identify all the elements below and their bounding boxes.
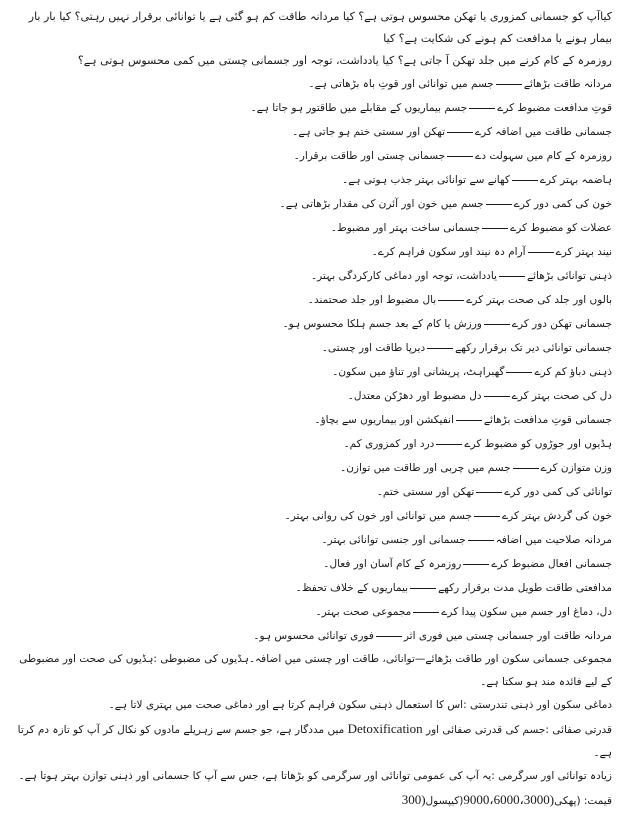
benefit-title: جسمانی توانائی دیر تک برقرار رکھے <box>455 342 612 354</box>
benefit-item <box>8 528 612 552</box>
benefit-detail: درد اور کمزوری کم۔ <box>343 438 435 450</box>
dash-separator <box>427 348 453 349</box>
benefit-item <box>8 168 612 192</box>
dash-separator <box>482 228 508 229</box>
dash-separator <box>512 180 538 181</box>
dash-separator <box>506 372 532 373</box>
benefit-detail: جسم بیماریوں کے مقابلے میں طاقتور ہو جاتا ہے۔ <box>250 102 468 114</box>
benefit-title: ذہنی توانائی بڑھائے <box>526 270 612 282</box>
benefit-item <box>8 288 612 312</box>
benefit-detail: جسمانی اور جنسی توانائی بہتر۔ <box>321 534 466 546</box>
detox-text-after: میں مددگار ہے، جو جسم سے زہریلے مادوں کو نکال کر آپ کو تازہ دم کرتا ہے۔ <box>17 724 612 759</box>
benefit-item <box>8 336 612 360</box>
dash-separator <box>438 300 464 301</box>
benefit-detail: فوری توانائی محسوس ہو۔ <box>253 630 374 642</box>
capsule-price: 300) <box>401 792 426 807</box>
benefit-title: جسمانی طاقت میں اضافہ کرے <box>475 126 612 138</box>
dash-separator <box>496 84 522 85</box>
benefit-detail: گھبراہٹ، پریشانی اور تناؤ میں سکون۔ <box>332 366 505 378</box>
benefit-title: بالوں اور جلد کی صحت بہتر کرے <box>466 294 612 306</box>
dash-separator <box>484 396 510 397</box>
benefit-item <box>8 264 612 288</box>
benefit-item <box>8 216 612 240</box>
benefit-item <box>8 480 612 504</box>
benefit-item <box>8 360 612 384</box>
dash-separator <box>456 420 482 421</box>
benefit-item <box>8 96 612 120</box>
dash-separator <box>410 588 436 589</box>
benefit-item <box>8 312 612 336</box>
benefit-item <box>8 192 612 216</box>
benefit-item <box>8 144 612 168</box>
dash-separator <box>376 636 402 637</box>
benefit-detail: روزمرہ کے کام آسان اور فعال۔ <box>323 558 462 570</box>
benefit-title: روزمرہ کے کام میں سہولت دے <box>475 150 612 162</box>
dash-separator <box>468 540 494 541</box>
benefit-detail: تھکن اور سستی ختم۔ <box>376 486 475 498</box>
benefit-item <box>8 432 612 456</box>
sachet-prices: 9000،6000،3000) <box>463 792 555 807</box>
dash-separator <box>513 468 539 469</box>
benefit-title: مردانہ طاقت اور جسمانی چستی میں فوری اثر <box>403 630 612 642</box>
dash-separator <box>469 108 495 109</box>
dash-separator <box>499 276 525 277</box>
benefit-detail: دیرپا طاقت اور چستی۔ <box>321 342 426 354</box>
capsule-label: (کیپسول <box>425 795 464 807</box>
benefit-item <box>8 456 612 480</box>
price-line <box>8 788 612 813</box>
benefit-title: مردانہ صلاحیت میں اضافہ <box>495 534 612 546</box>
extra-benefit-line <box>8 717 612 765</box>
benefit-item <box>8 576 612 600</box>
benefit-item <box>8 72 612 96</box>
benefit-item <box>8 240 612 264</box>
benefit-title: جسمانی تھکن دور کرے <box>511 318 612 330</box>
benefit-item <box>8 408 612 432</box>
intro-line: روزمرہ کے کام کرنے میں جلد تھکن آ جاتی ہے؟ کیا یادداشت، توجہ اور جسمانی چستی میں کمی محسوس ہوتی ہے؟ <box>77 54 612 67</box>
benefit-detail: بال مضبوط اور جلد صحتمند۔ <box>307 294 437 306</box>
benefit-item <box>8 384 612 408</box>
dash-separator <box>463 564 489 565</box>
benefit-detail: جسم میں خون اور آئرن کی مقدار بڑھاتی ہے۔ <box>279 198 484 210</box>
intro-paragraph <box>8 6 612 72</box>
dash-separator <box>436 444 462 445</box>
benefit-detail: جسم میں چربی اور طاقت میں توازن۔ <box>340 462 511 474</box>
benefit-title: خون کی گردش بہتر کرے <box>502 510 612 522</box>
benefit-item <box>8 624 612 648</box>
benefit-title: جسمانی قوتِ مدافعت بڑھائے <box>483 414 612 426</box>
benefit-detail: مجموعی صحت بہتر۔ <box>315 606 412 618</box>
dash-separator <box>474 516 500 517</box>
dash-separator <box>447 132 473 133</box>
benefit-detail: آرام دہ نیند اور سکون فراہم کرے۔ <box>371 246 526 258</box>
benefit-title: ہڈیوں اور جوڑوں کو مضبوط کرے <box>464 438 612 450</box>
benefit-title: مردانہ طاقت بڑھائے <box>523 78 612 90</box>
benefit-title: عضلات کو مضبوط کرے <box>510 222 612 234</box>
extra-benefit-line: زیادہ توانائی اور سرگرمی :یہ آپ کی عمومی توانائی اور سرگرمی کو بڑھاتا ہے، جس سے آپ کا جسمانی اور ذہنی توازن بہتر ہوتا ہے۔ <box>18 770 612 782</box>
price-label: قیمت: <box>583 795 612 807</box>
detox-text-before: قدرتی صفائی :جسم کی قدرتی صفائی اور <box>426 724 612 736</box>
benefit-detail: ورزش یا کام کے بعد جسم ہلکا محسوس ہو۔ <box>282 318 482 330</box>
benefit-detail: جسم میں توانائی اور خون کی روانی بہتر۔ <box>284 510 472 522</box>
extra-benefit-line: مجموعی جسمانی سکون اور طاقت بڑھائے—توانائی، طاقت اور چستی میں اضافہ۔ہڈیوں کی مضبوطی :ہڈیوں کی صحت اور مضبوطی کے لیے فائدہ مند ہو سکتا ہے۔ <box>19 653 612 688</box>
benefit-title: ہاضمہ بہتر کرے <box>539 174 612 186</box>
benefit-title: جسمانی افعال مضبوط کرے <box>491 558 612 570</box>
benefit-detail: یادداشت، توجہ اور دماغی کارکردگی بہتر۔ <box>310 270 497 282</box>
benefit-title: خون کی کمی دور کرے <box>513 198 612 210</box>
benefit-detail: جسم میں توانائی اور قوتِ باہ بڑھاتی ہے۔ <box>308 78 494 90</box>
benefit-title: توانائی کی کمی دور کرے <box>504 486 612 498</box>
benefit-title: مدافعتی طاقت طویل مدت برقرار رکھے <box>438 582 612 594</box>
benefit-detail: جسمانی چستی اور طاقت برقرار۔ <box>293 150 446 162</box>
benefit-title: دل کی صحت بہتر کرے <box>511 390 612 402</box>
dash-separator <box>476 492 502 493</box>
benefits-list <box>8 72 612 648</box>
benefit-title: قوتِ مدافعت مضبوط کرے <box>497 102 612 114</box>
benefit-title: دل، دماغ اور جسم میں سکون پیدا کرے <box>441 606 612 618</box>
benefit-detail: تھکن اور سستی ختم ہو جاتی ہے۔ <box>292 126 446 138</box>
extra-benefits <box>8 648 612 813</box>
benefit-detail: جسمانی ساخت بہتر اور مضبوط۔ <box>330 222 481 234</box>
benefit-detail: دل مضبوط اور دھڑکن معتدل۔ <box>347 390 482 402</box>
benefit-item <box>8 552 612 576</box>
benefit-item <box>8 120 612 144</box>
benefit-title: نیند بہتر کرے <box>555 246 612 258</box>
benefit-item <box>8 504 612 528</box>
benefit-detail: بیماریوں کے خلاف تحفظ۔ <box>295 582 409 594</box>
sachet-label: (پھکی <box>554 795 581 807</box>
dash-separator <box>413 612 439 613</box>
benefit-title: ذہنی دباؤ کم کرے <box>534 366 612 378</box>
dash-separator <box>528 252 554 253</box>
detox-english-word: Detoxification <box>347 721 423 736</box>
benefit-detail: انفیکشن اور بیماریوں سے بچاؤ۔ <box>314 414 454 426</box>
intro-line: کیاآپ کو جسمانی کمزوری یا تھکن محسوس ہوتی ہے؟ کیا مردانہ طاقت کم ہو گئی ہے یا توانائی برقرار نہیں رہتی؟ کیا بار بار بیمار ہونے یا مدافعت کم ہونے کی شکایت ہے؟ کیا <box>28 10 612 45</box>
benefit-detail: کھانے سے توانائی بہتر جذب ہوتی ہے۔ <box>342 174 510 186</box>
benefit-title: وزن متوازن کرے <box>540 462 612 474</box>
benefit-item <box>8 600 612 624</box>
dash-separator <box>447 156 473 157</box>
dash-separator <box>484 324 510 325</box>
extra-benefit-line: دماغی سکون اور ذہنی تندرستی :اس کا استعمال ذہنی سکون فراہم کرتا ہے اور دماغی صحت میں بہتری لاتا ہے۔ <box>108 699 612 711</box>
dash-separator <box>486 204 512 205</box>
